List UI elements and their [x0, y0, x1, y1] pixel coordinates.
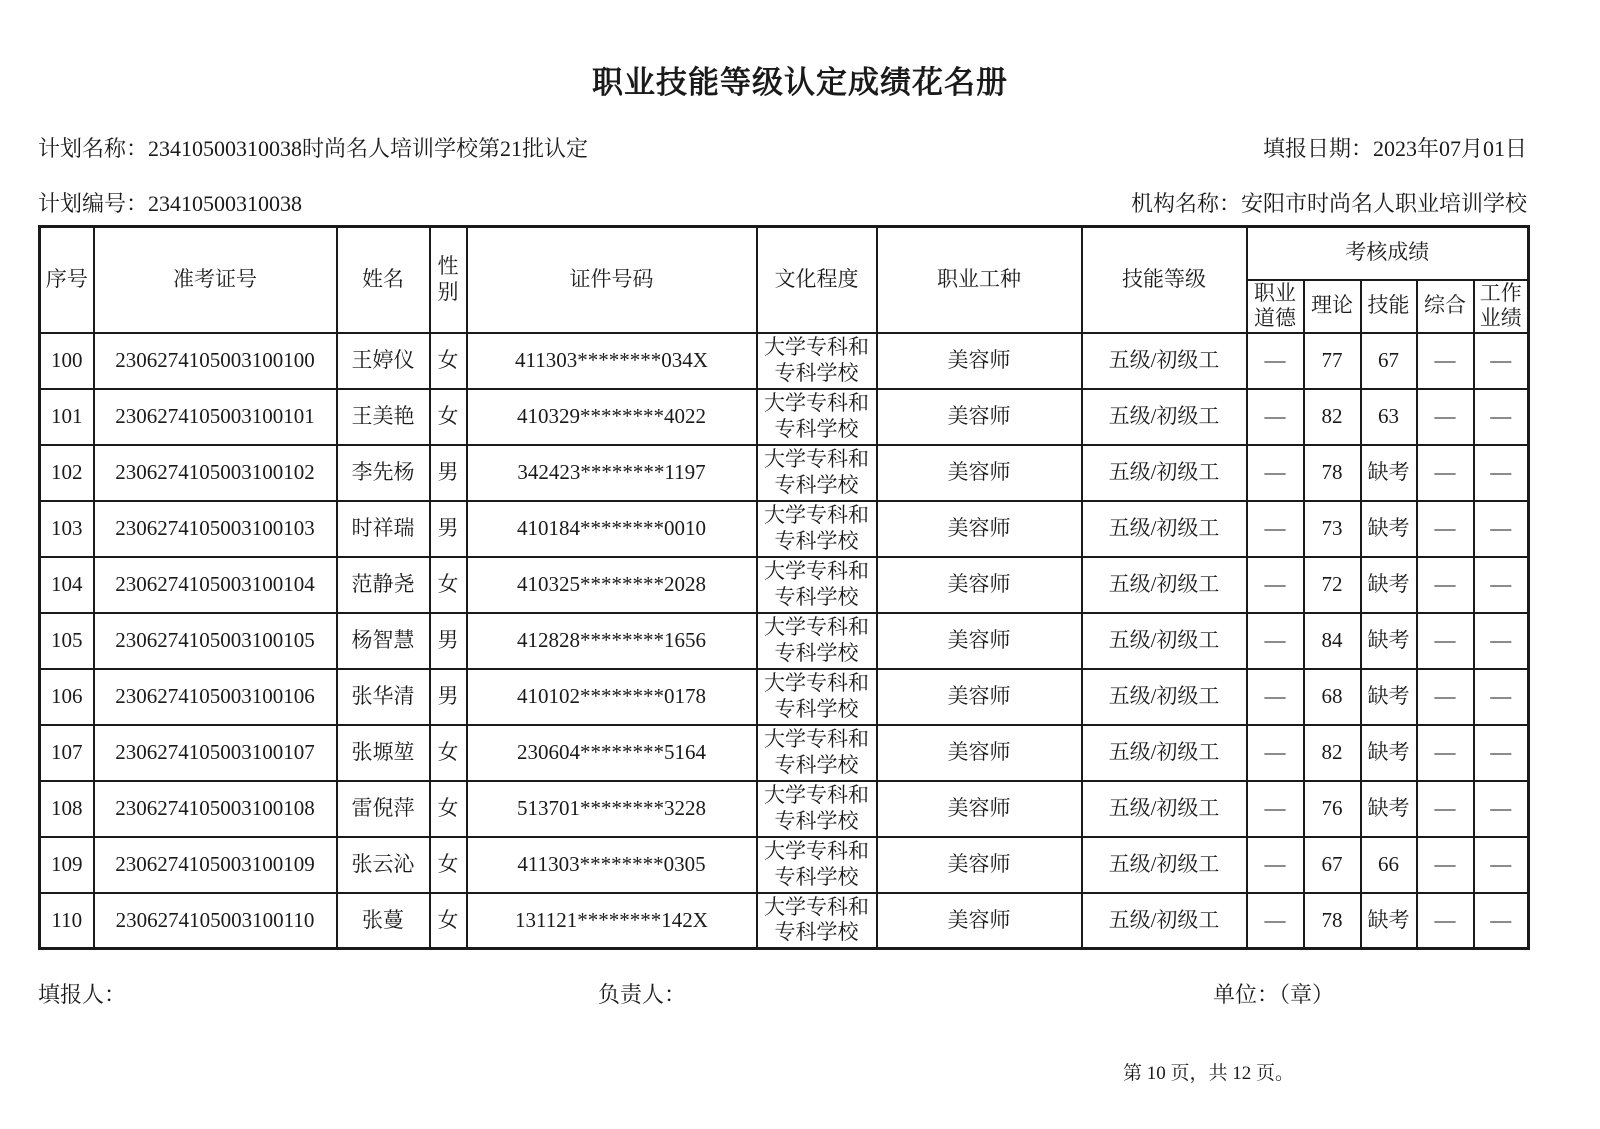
cell-occupation: 美容师 — [877, 333, 1082, 389]
table-row — [40, 893, 1529, 949]
cell-ethics-score: — — [1247, 445, 1304, 501]
col-header-gender: 性别 — [430, 227, 467, 333]
cell-work-score: — — [1474, 781, 1529, 837]
cell-gender: 男 — [430, 613, 467, 669]
table-row — [40, 389, 1529, 445]
cell-level: 五级/初级工 — [1082, 725, 1247, 781]
cell-occupation: 美容师 — [877, 837, 1082, 893]
cell-skill-score: 63 — [1361, 389, 1417, 445]
cell-education: 大学专科和专科学校 — [757, 725, 877, 781]
col-header-exam-no: 准考证号 — [94, 227, 337, 333]
cell-education: 大学专科和专科学校 — [757, 501, 877, 557]
cell-level: 五级/初级工 — [1082, 837, 1247, 893]
cell-occupation: 美容师 — [877, 725, 1082, 781]
cell-education: 大学专科和专科学校 — [757, 445, 877, 501]
cell-work-score: — — [1474, 389, 1529, 445]
cell-gender: 女 — [430, 725, 467, 781]
cell-id-no: 412828********1656 — [467, 613, 757, 669]
cell-education: 大学专科和专科学校 — [757, 333, 877, 389]
unit-seal-label: 单位：（章） — [1213, 982, 1335, 1007]
cell-no: 105 — [40, 613, 94, 669]
cell-level: 五级/初级工 — [1082, 557, 1247, 613]
manager-label: 负责人： — [598, 982, 687, 1007]
cell-skill-score: 缺考 — [1361, 781, 1417, 837]
table-row — [40, 557, 1529, 613]
report-date: 填报日期：2023年07月01日 — [1262, 136, 1527, 161]
cell-id-no: 410184********0010 — [467, 501, 757, 557]
cell-comprehensive-score: — — [1417, 837, 1474, 893]
cell-theory-score: 82 — [1304, 389, 1361, 445]
cell-no: 101 — [40, 389, 94, 445]
cell-name: 雷倪萍 — [337, 781, 430, 837]
cell-gender: 男 — [430, 669, 467, 725]
cell-comprehensive-score: — — [1417, 781, 1474, 837]
cell-level: 五级/初级工 — [1082, 669, 1247, 725]
cell-ethics-score: — — [1247, 501, 1304, 557]
cell-theory-score: 73 — [1304, 501, 1361, 557]
col-header-comprehensive: 综合 — [1417, 280, 1474, 333]
cell-id-no: 410102********0178 — [467, 669, 757, 725]
cell-no: 100 — [40, 333, 94, 389]
cell-skill-score: 66 — [1361, 837, 1417, 893]
cell-skill-score: 67 — [1361, 333, 1417, 389]
col-header-level: 技能等级 — [1082, 227, 1247, 333]
cell-theory-score: 72 — [1304, 557, 1361, 613]
cell-exam-no: 2306274105003100110 — [94, 893, 337, 949]
cell-work-score: — — [1474, 333, 1529, 389]
cell-no: 109 — [40, 837, 94, 893]
cell-name: 王婷仪 — [337, 333, 430, 389]
page-number: 第 10 页，共 12 页。 — [1123, 1063, 1295, 1084]
cell-education: 大学专科和专科学校 — [757, 613, 877, 669]
cell-ethics-score: — — [1247, 669, 1304, 725]
cell-ethics-score: — — [1247, 837, 1304, 893]
cell-name: 张塬堃 — [337, 725, 430, 781]
org-name: 机构名称：安阳市时尚名人职业培训学校 — [1130, 191, 1527, 216]
cell-no: 106 — [40, 669, 94, 725]
cell-comprehensive-score: — — [1417, 333, 1474, 389]
cell-id-no: 410329********4022 — [467, 389, 757, 445]
cell-name: 王美艳 — [337, 389, 430, 445]
cell-gender: 女 — [430, 893, 467, 949]
cell-ethics-score: — — [1247, 389, 1304, 445]
table-row — [40, 333, 1529, 389]
cell-theory-score: 78 — [1304, 893, 1361, 949]
cell-no: 102 — [40, 445, 94, 501]
cell-ethics-score: — — [1247, 725, 1304, 781]
cell-name: 李先杨 — [337, 445, 430, 501]
cell-education: 大学专科和专科学校 — [757, 837, 877, 893]
cell-education: 大学专科和专科学校 — [757, 893, 877, 949]
cell-work-score: — — [1474, 445, 1529, 501]
cell-name: 张华清 — [337, 669, 430, 725]
plan-number: 计划编号：23410500310038 — [38, 191, 303, 216]
cell-no: 107 — [40, 725, 94, 781]
cell-gender: 女 — [430, 557, 467, 613]
cell-occupation: 美容师 — [877, 557, 1082, 613]
meta-line-2 — [38, 187, 1527, 218]
cell-ethics-score: — — [1247, 613, 1304, 669]
cell-id-no: 230604********5164 — [467, 725, 757, 781]
cell-exam-no: 2306274105003100106 — [94, 669, 337, 725]
cell-level: 五级/初级工 — [1082, 389, 1247, 445]
cell-work-score: — — [1474, 725, 1529, 781]
cell-id-no: 410325********2028 — [467, 557, 757, 613]
cell-work-score: — — [1474, 501, 1529, 557]
cell-occupation: 美容师 — [877, 445, 1082, 501]
cell-id-no: 513701********3228 — [467, 781, 757, 837]
table-header — [40, 227, 1529, 333]
cell-theory-score: 67 — [1304, 837, 1361, 893]
col-header-ethics: 职业道德 — [1247, 280, 1304, 333]
col-header-education: 文化程度 — [757, 227, 877, 333]
cell-gender: 女 — [430, 781, 467, 837]
cell-gender: 男 — [430, 501, 467, 557]
cell-gender: 男 — [430, 445, 467, 501]
cell-comprehensive-score: — — [1417, 669, 1474, 725]
cell-education: 大学专科和专科学校 — [757, 781, 877, 837]
cell-ethics-score: — — [1247, 333, 1304, 389]
cell-name: 杨智慧 — [337, 613, 430, 669]
cell-skill-score: 缺考 — [1361, 893, 1417, 949]
cell-work-score: — — [1474, 893, 1529, 949]
cell-level: 五级/初级工 — [1082, 781, 1247, 837]
cell-work-score: — — [1474, 613, 1529, 669]
cell-name: 时祥瑞 — [337, 501, 430, 557]
cell-theory-score: 84 — [1304, 613, 1361, 669]
cell-level: 五级/初级工 — [1082, 613, 1247, 669]
cell-theory-score: 76 — [1304, 781, 1361, 837]
cell-no: 108 — [40, 781, 94, 837]
cell-name: 张云沁 — [337, 837, 430, 893]
cell-level: 五级/初级工 — [1082, 501, 1247, 557]
cell-level: 五级/初级工 — [1082, 445, 1247, 501]
cell-comprehensive-score: — — [1417, 501, 1474, 557]
col-header-id-no: 证件号码 — [467, 227, 757, 333]
cell-exam-no: 2306274105003100107 — [94, 725, 337, 781]
cell-work-score: — — [1474, 837, 1529, 893]
cell-exam-no: 2306274105003100109 — [94, 837, 337, 893]
cell-education: 大学专科和专科学校 — [757, 557, 877, 613]
table-row — [40, 669, 1529, 725]
cell-id-no: 411303********034X — [467, 333, 757, 389]
table-row — [40, 837, 1529, 893]
cell-skill-score: 缺考 — [1361, 613, 1417, 669]
cell-education: 大学专科和专科学校 — [757, 669, 877, 725]
cell-theory-score: 68 — [1304, 669, 1361, 725]
cell-exam-no: 2306274105003100102 — [94, 445, 337, 501]
cell-skill-score: 缺考 — [1361, 669, 1417, 725]
col-header-work: 工作业绩 — [1474, 280, 1529, 333]
filler-label: 填报人： — [38, 982, 127, 1007]
table-row — [40, 501, 1529, 557]
cell-level: 五级/初级工 — [1082, 893, 1247, 949]
cell-id-no: 342423********1197 — [467, 445, 757, 501]
cell-id-no: 411303********0305 — [467, 837, 757, 893]
cell-comprehensive-score: — — [1417, 725, 1474, 781]
col-header-name: 姓名 — [337, 227, 430, 333]
cell-gender: 女 — [430, 389, 467, 445]
meta-line-1 — [38, 132, 1527, 163]
cell-no: 110 — [40, 893, 94, 949]
col-header-theory: 理论 — [1304, 280, 1361, 333]
col-header-skill: 技能 — [1361, 280, 1417, 333]
cell-gender: 女 — [430, 837, 467, 893]
cell-work-score: — — [1474, 669, 1529, 725]
cell-exam-no: 2306274105003100100 — [94, 333, 337, 389]
cell-occupation: 美容师 — [877, 669, 1082, 725]
cell-name: 范静尧 — [337, 557, 430, 613]
table-row — [40, 781, 1529, 837]
cell-occupation: 美容师 — [877, 613, 1082, 669]
cell-level: 五级/初级工 — [1082, 333, 1247, 389]
cell-exam-no: 2306274105003100105 — [94, 613, 337, 669]
cell-name: 张蔓 — [337, 893, 430, 949]
col-header-score-group: 考核成绩 — [1247, 227, 1529, 280]
col-header-no: 序号 — [40, 227, 94, 333]
cell-occupation: 美容师 — [877, 781, 1082, 837]
cell-exam-no: 2306274105003100104 — [94, 557, 337, 613]
cell-skill-score: 缺考 — [1361, 557, 1417, 613]
cell-theory-score: 78 — [1304, 445, 1361, 501]
cell-no: 104 — [40, 557, 94, 613]
cell-education: 大学专科和专科学校 — [757, 389, 877, 445]
cell-occupation: 美容师 — [877, 389, 1082, 445]
cell-comprehensive-score: — — [1417, 893, 1474, 949]
cell-skill-score: 缺考 — [1361, 445, 1417, 501]
col-header-occupation: 职业工种 — [877, 227, 1082, 333]
plan-name: 计划名称：23410500310038时尚名人培训学校第21批认定 — [38, 136, 589, 161]
score-roster-table — [38, 225, 1530, 950]
cell-id-no: 131121********142X — [467, 893, 757, 949]
cell-comprehensive-score: — — [1417, 389, 1474, 445]
cell-work-score: — — [1474, 557, 1529, 613]
cell-ethics-score: — — [1247, 893, 1304, 949]
cell-theory-score: 82 — [1304, 725, 1361, 781]
table-row — [40, 445, 1529, 501]
cell-exam-no: 2306274105003100108 — [94, 781, 337, 837]
cell-comprehensive-score: — — [1417, 613, 1474, 669]
cell-exam-no: 2306274105003100103 — [94, 501, 337, 557]
cell-comprehensive-score: — — [1417, 445, 1474, 501]
cell-skill-score: 缺考 — [1361, 725, 1417, 781]
cell-occupation: 美容师 — [877, 893, 1082, 949]
cell-skill-score: 缺考 — [1361, 501, 1417, 557]
page-title: 职业技能等级认定成绩花名册 — [592, 65, 1008, 100]
cell-gender: 女 — [430, 333, 467, 389]
cell-comprehensive-score: — — [1417, 557, 1474, 613]
table-row — [40, 725, 1529, 781]
table-body — [40, 333, 1529, 949]
cell-occupation: 美容师 — [877, 501, 1082, 557]
table-row — [40, 613, 1529, 669]
cell-exam-no: 2306274105003100101 — [94, 389, 337, 445]
cell-ethics-score: — — [1247, 781, 1304, 837]
cell-theory-score: 77 — [1304, 333, 1361, 389]
cell-ethics-score: — — [1247, 557, 1304, 613]
cell-no: 103 — [40, 501, 94, 557]
